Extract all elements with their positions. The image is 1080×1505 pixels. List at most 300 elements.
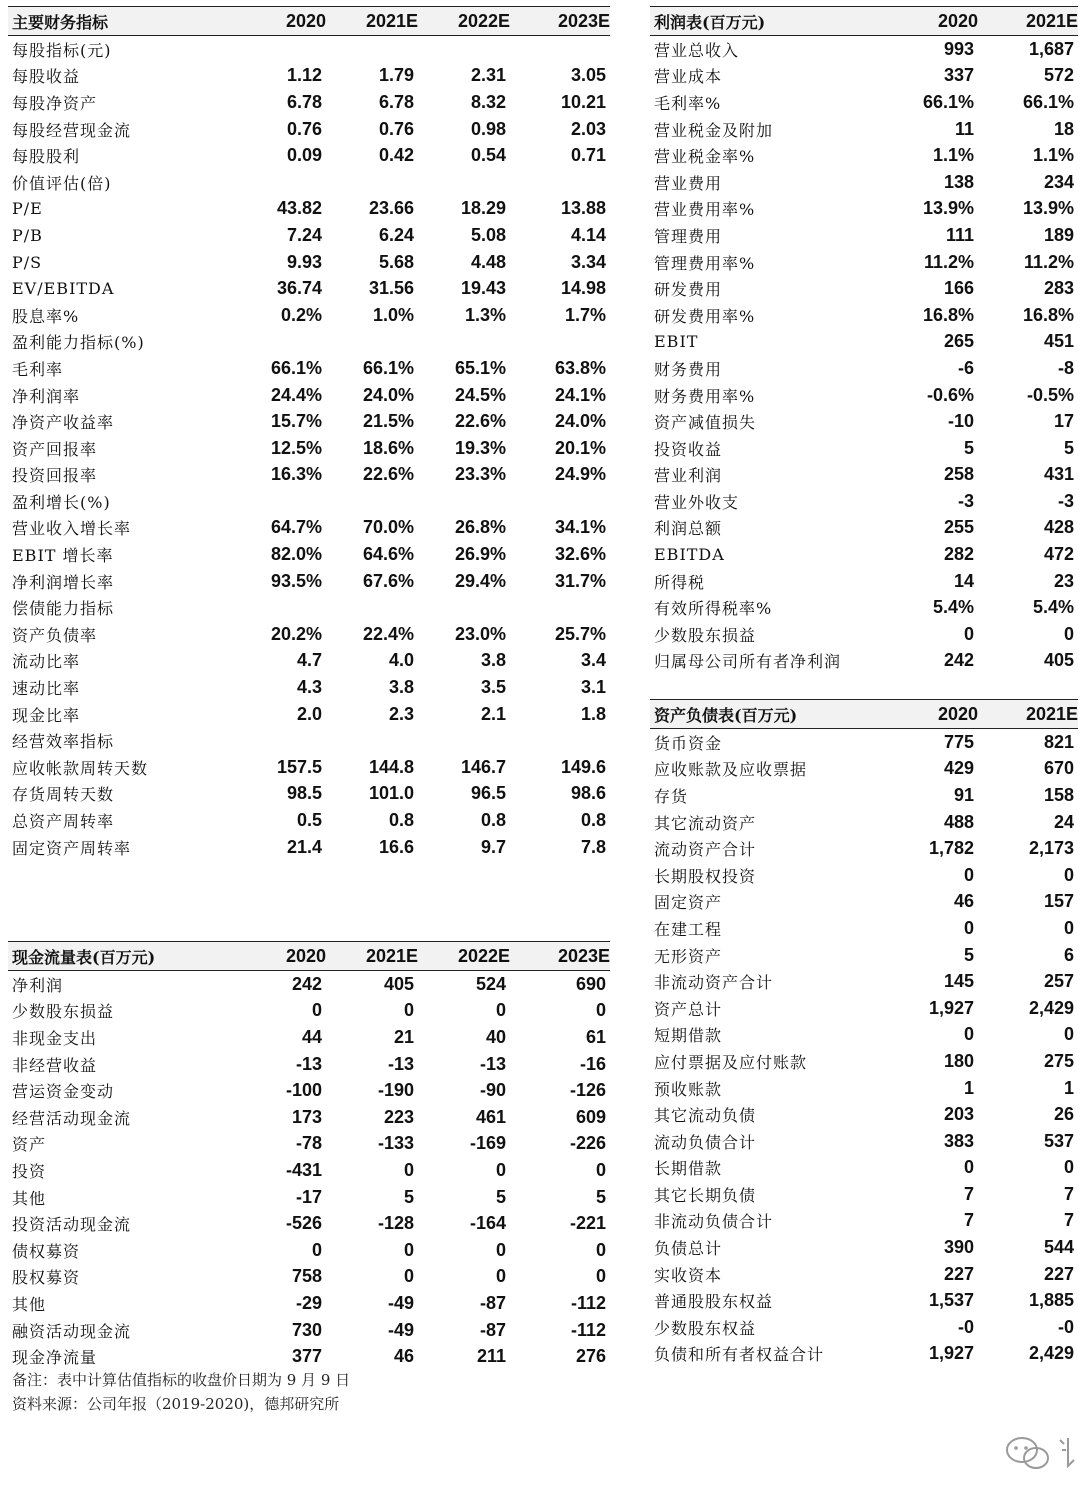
row-label: 营业税金及附加 bbox=[654, 120, 774, 140]
cell-value: 1 bbox=[963, 1077, 974, 1098]
row-label: 少数股东损益 bbox=[654, 625, 757, 645]
row-label: 速动比率 bbox=[12, 679, 81, 699]
cell-value: 1.8 bbox=[580, 703, 606, 724]
cell-value: 276 bbox=[575, 1346, 606, 1367]
row-label: 经营效率指标 bbox=[12, 732, 115, 752]
table-row bbox=[8, 1024, 610, 1051]
row-label: 偿债能力指标 bbox=[12, 599, 115, 619]
table-row bbox=[8, 781, 610, 808]
cell-value bbox=[326, 594, 418, 621]
cell-value: 0 bbox=[403, 1159, 414, 1180]
table-row bbox=[650, 1208, 1078, 1235]
table-row bbox=[8, 36, 610, 63]
cell-value: 0 bbox=[1063, 864, 1074, 885]
table-row bbox=[8, 648, 610, 675]
cell-value: 173 bbox=[291, 1106, 322, 1127]
cell-value: 43.82 bbox=[276, 198, 322, 219]
cell-value: -100 bbox=[285, 1080, 322, 1101]
table-row bbox=[650, 1101, 1078, 1128]
cell-value: 5.68 bbox=[378, 251, 414, 272]
table-title: 资产负债表(百万元) bbox=[654, 705, 798, 725]
row-label: 投资活动现金流 bbox=[12, 1215, 132, 1235]
row-label: 每股收益 bbox=[12, 67, 81, 87]
cell-value: -29 bbox=[295, 1292, 322, 1313]
row-label: 资产负债率 bbox=[12, 625, 98, 645]
cell-value bbox=[510, 169, 610, 196]
table-row bbox=[8, 727, 610, 754]
cell-value: 18 bbox=[1053, 118, 1074, 139]
row-label: 存货周转天数 bbox=[12, 785, 115, 805]
cell-value: 227 bbox=[1043, 1263, 1074, 1284]
cell-value: 40 bbox=[485, 1026, 506, 1047]
row-label: 资产回报率 bbox=[12, 439, 98, 459]
year-header: 2020 bbox=[285, 10, 326, 31]
table-row bbox=[8, 1264, 610, 1291]
row-label: 无形资产 bbox=[654, 946, 723, 966]
cell-value: 609 bbox=[575, 1106, 606, 1127]
cell-value: 24.9% bbox=[554, 464, 606, 485]
row-label: 资产减值损失 bbox=[654, 413, 757, 433]
row-label: 每股股利 bbox=[12, 147, 81, 167]
row-label: 投资 bbox=[12, 1161, 47, 1181]
cell-value: 775 bbox=[943, 731, 974, 752]
cell-value: 3.8 bbox=[388, 677, 414, 698]
cell-value bbox=[210, 488, 326, 515]
row-label: 存货 bbox=[654, 786, 689, 806]
table-row bbox=[650, 169, 1078, 196]
cell-value: 1,927 bbox=[928, 997, 974, 1018]
row-label: 应付票据及应付账款 bbox=[654, 1052, 808, 1072]
cell-value: 6.78 bbox=[378, 91, 414, 112]
cell-value: 9.93 bbox=[286, 251, 322, 272]
cell-value: 993 bbox=[943, 38, 974, 59]
cell-value: 0 bbox=[495, 1239, 506, 1260]
cell-value bbox=[326, 488, 418, 515]
cell-value: 1,687 bbox=[1028, 38, 1074, 59]
cell-value: 6.78 bbox=[286, 91, 322, 112]
table-row bbox=[650, 1048, 1078, 1075]
cell-value: 390 bbox=[943, 1237, 974, 1258]
row-label: 总资产周转率 bbox=[12, 812, 115, 832]
cell-value: 157.5 bbox=[276, 756, 322, 777]
cell-value: 6.24 bbox=[378, 224, 414, 245]
row-label: 净利润增长率 bbox=[12, 572, 115, 592]
row-label: 毛利率% bbox=[654, 93, 722, 113]
cell-value: 0.42 bbox=[378, 145, 414, 166]
table-header-row bbox=[8, 7, 610, 36]
cell-value: 0 bbox=[595, 1239, 606, 1260]
table-row bbox=[8, 594, 610, 621]
row-label: 固定资产 bbox=[654, 893, 723, 913]
row-label: 财务费用 bbox=[654, 359, 723, 379]
cell-value: 26.8% bbox=[454, 517, 506, 538]
cell-value: 93.5% bbox=[270, 570, 322, 591]
row-label: 现金净流量 bbox=[12, 1348, 98, 1368]
cell-value: 16.8% bbox=[1022, 304, 1074, 325]
row-label: 实收资本 bbox=[654, 1265, 723, 1285]
cell-value: 5.4% bbox=[1032, 597, 1074, 618]
cell-value: 145 bbox=[943, 971, 974, 992]
table-row bbox=[8, 674, 610, 701]
cell-value: -169 bbox=[469, 1133, 506, 1154]
table-row bbox=[650, 275, 1078, 302]
cell-value: 1.79 bbox=[378, 65, 414, 86]
table-row bbox=[650, 36, 1078, 63]
cell-value bbox=[326, 727, 418, 754]
cell-value: 537 bbox=[1043, 1130, 1074, 1151]
cell-value: 7 bbox=[963, 1210, 974, 1231]
cell-value: 20.1% bbox=[554, 437, 606, 458]
balance-sheet-table bbox=[650, 699, 1078, 1367]
cell-value: 14 bbox=[953, 570, 974, 591]
cell-value: 0 bbox=[595, 1000, 606, 1021]
cell-value: 4.14 bbox=[570, 224, 606, 245]
cell-value: 3.5 bbox=[480, 677, 506, 698]
table-row bbox=[650, 568, 1078, 595]
cell-value: 29.4% bbox=[454, 570, 506, 591]
cell-value: -431 bbox=[285, 1159, 322, 1180]
cell-value bbox=[418, 169, 510, 196]
table-row bbox=[8, 754, 610, 781]
row-label: 每股净资产 bbox=[12, 93, 98, 113]
cell-value: 11 bbox=[954, 118, 974, 139]
footnotes bbox=[12, 1368, 350, 1416]
table-row bbox=[650, 116, 1078, 143]
cell-value: 227 bbox=[943, 1263, 974, 1284]
income-statement-table bbox=[650, 6, 1078, 674]
row-label: 流动比率 bbox=[12, 652, 81, 672]
cell-value bbox=[210, 329, 326, 356]
row-label: 在建工程 bbox=[654, 919, 723, 939]
row-label: EBIT 增长率 bbox=[12, 546, 114, 566]
row-label: 投资收益 bbox=[654, 439, 723, 459]
cell-value: 70.0% bbox=[362, 517, 414, 538]
table-row bbox=[8, 89, 610, 116]
cell-value: 0 bbox=[403, 1239, 414, 1260]
cell-value: -3 bbox=[1057, 490, 1074, 511]
cell-value: 65.1% bbox=[454, 357, 506, 378]
cell-value: 3.05 bbox=[570, 65, 606, 86]
cell-value: 265 bbox=[943, 331, 974, 352]
row-label: 净利润 bbox=[12, 975, 64, 995]
table-row bbox=[8, 382, 610, 409]
row-label: 少数股东权益 bbox=[654, 1318, 757, 1338]
table-row bbox=[8, 568, 610, 595]
cell-value: 0 bbox=[403, 1000, 414, 1021]
cell-value: 428 bbox=[1043, 517, 1074, 538]
cell-value: 26 bbox=[1053, 1104, 1074, 1125]
cell-value bbox=[418, 727, 510, 754]
cell-value: 3.8 bbox=[480, 650, 506, 671]
year-header: 2020 bbox=[937, 10, 978, 31]
row-label: 有效所得税率% bbox=[654, 599, 773, 619]
cell-value: 730 bbox=[291, 1319, 322, 1340]
cell-value: -87 bbox=[479, 1292, 506, 1313]
cell-value: -112 bbox=[570, 1319, 606, 1340]
cell-value: 1,885 bbox=[1028, 1290, 1074, 1311]
cell-value: 0.76 bbox=[378, 118, 414, 139]
table-row bbox=[8, 462, 610, 489]
cell-value: 5 bbox=[963, 437, 974, 458]
table-row bbox=[8, 621, 610, 648]
cell-value: 91 bbox=[953, 784, 974, 805]
cell-value: 144.8 bbox=[368, 756, 414, 777]
cell-value: 821 bbox=[1043, 731, 1074, 752]
cell-value: 23.0% bbox=[454, 623, 506, 644]
cell-value: 10.21 bbox=[560, 91, 606, 112]
cell-value: 25.7% bbox=[554, 623, 606, 644]
table-row bbox=[650, 89, 1078, 116]
cell-value: 461 bbox=[475, 1106, 506, 1127]
cell-value: 18.29 bbox=[460, 198, 506, 219]
table-row bbox=[650, 488, 1078, 515]
cell-value: 275 bbox=[1043, 1050, 1074, 1071]
cell-value: 451 bbox=[1043, 331, 1074, 352]
cell-value: -112 bbox=[570, 1292, 606, 1313]
table-row bbox=[8, 541, 610, 568]
cell-value: -164 bbox=[469, 1213, 506, 1234]
cell-value: 11.2% bbox=[923, 251, 974, 272]
cell-value: 101.0 bbox=[368, 783, 414, 804]
cell-value: 18.6% bbox=[362, 437, 414, 458]
cell-value: 0 bbox=[403, 1266, 414, 1287]
cell-value: 2.31 bbox=[470, 65, 506, 86]
cell-value: 255 bbox=[943, 517, 974, 538]
table-row bbox=[650, 942, 1078, 969]
row-label: EV/EBITDA bbox=[12, 279, 115, 299]
cell-value: 20.2% bbox=[270, 623, 322, 644]
table-row bbox=[650, 302, 1078, 329]
table-title: 主要财务指标 bbox=[12, 12, 109, 32]
table-row bbox=[650, 915, 1078, 942]
table-header-row bbox=[8, 942, 610, 971]
cell-value bbox=[418, 36, 510, 63]
table-row bbox=[650, 835, 1078, 862]
cell-value: 282 bbox=[943, 544, 974, 565]
cell-value: 4.0 bbox=[388, 650, 414, 671]
cell-value: 63.8% bbox=[554, 357, 606, 378]
cell-value: 32.6% bbox=[554, 544, 606, 565]
row-label: 预收账款 bbox=[654, 1079, 723, 1099]
cell-value: 234 bbox=[1043, 171, 1074, 192]
cell-value: 544 bbox=[1043, 1237, 1074, 1258]
cell-value: 12.5% bbox=[270, 437, 322, 458]
cell-value: 23 bbox=[1053, 570, 1074, 591]
cell-value: -13 bbox=[479, 1053, 506, 1074]
row-label: 其他 bbox=[12, 1188, 47, 1208]
cell-value: -10 bbox=[947, 411, 974, 432]
table-title: 利润表(百万元) bbox=[654, 12, 766, 32]
cell-value: -0 bbox=[957, 1316, 974, 1337]
row-label: 营运资金变动 bbox=[12, 1082, 115, 1102]
table-row bbox=[8, 1051, 610, 1078]
row-label: 负债总计 bbox=[654, 1239, 723, 1259]
cell-value: 0 bbox=[963, 1157, 974, 1178]
cell-value: 383 bbox=[943, 1130, 974, 1151]
cell-value: 34.1% bbox=[554, 517, 606, 538]
table-row bbox=[650, 1341, 1078, 1368]
cell-value: 24.5% bbox=[454, 384, 506, 405]
cell-value: 0 bbox=[595, 1159, 606, 1180]
cell-value: 0 bbox=[495, 1159, 506, 1180]
row-label: 流动负债合计 bbox=[654, 1132, 757, 1152]
cell-value: 2.1 bbox=[480, 703, 506, 724]
cell-value: 66.1% bbox=[1022, 91, 1074, 112]
cell-value: -6 bbox=[957, 357, 974, 378]
table-row bbox=[650, 782, 1078, 809]
row-label: 营业外收支 bbox=[654, 492, 740, 512]
cell-value: 0 bbox=[495, 1266, 506, 1287]
row-label: 非流动负债合计 bbox=[654, 1212, 774, 1232]
cell-value: 0.8 bbox=[480, 810, 506, 831]
cell-value: 1,537 bbox=[928, 1290, 974, 1311]
table-row bbox=[650, 462, 1078, 489]
row-label: 融资活动现金流 bbox=[12, 1321, 132, 1341]
table-row bbox=[8, 116, 610, 143]
cell-value: 5 bbox=[495, 1186, 506, 1207]
table-row bbox=[650, 1314, 1078, 1341]
cell-value: 2.0 bbox=[296, 703, 322, 724]
row-label: 短期借款 bbox=[654, 1026, 723, 1046]
year-header: 2021E bbox=[365, 945, 418, 966]
cell-value: 21 bbox=[393, 1026, 414, 1047]
cell-value: -526 bbox=[285, 1213, 322, 1234]
cell-value: 21.5% bbox=[362, 411, 414, 432]
cell-value: 0.5 bbox=[296, 810, 322, 831]
table-row bbox=[650, 756, 1078, 783]
cell-value: 257 bbox=[1043, 971, 1074, 992]
row-label: 管理费用率% bbox=[654, 253, 756, 273]
table-header-row bbox=[650, 700, 1078, 729]
row-label: 非现金支出 bbox=[12, 1028, 98, 1048]
cell-value: -49 bbox=[387, 1319, 414, 1340]
table-row bbox=[650, 142, 1078, 169]
cell-value: 44 bbox=[301, 1026, 322, 1047]
cell-value: 2.3 bbox=[388, 703, 414, 724]
cell-value: 488 bbox=[943, 811, 974, 832]
table-row bbox=[8, 408, 610, 435]
cell-value: 8.32 bbox=[470, 91, 506, 112]
cell-value bbox=[510, 488, 610, 515]
cell-value: -16 bbox=[579, 1053, 606, 1074]
cell-value: 157 bbox=[1043, 891, 1074, 912]
table-row bbox=[650, 1128, 1078, 1155]
table-row bbox=[8, 302, 610, 329]
cell-value: 67.6% bbox=[362, 570, 414, 591]
cell-value: -0.5% bbox=[1026, 384, 1074, 405]
cell-value: 758 bbox=[291, 1266, 322, 1287]
cell-value: -13 bbox=[295, 1053, 322, 1074]
row-label: 经营活动现金流 bbox=[12, 1108, 132, 1128]
table-row bbox=[8, 1157, 610, 1184]
cell-value bbox=[210, 594, 326, 621]
cell-value: 0 bbox=[963, 864, 974, 885]
row-label: 营业利润 bbox=[654, 466, 723, 486]
table-row bbox=[8, 488, 610, 515]
cell-value: 19.43 bbox=[460, 278, 506, 299]
cell-value: -90 bbox=[479, 1080, 506, 1101]
cell-value bbox=[210, 169, 326, 196]
row-label: 财务费用率% bbox=[654, 386, 756, 406]
row-label: 股息率% bbox=[12, 306, 80, 326]
cell-value: 31.56 bbox=[368, 278, 414, 299]
cell-value: -13 bbox=[387, 1053, 414, 1074]
valuation-note: 备注：表中计算估值指标的收盘价日期为 9 月 9 日 bbox=[12, 1371, 351, 1389]
cell-value: -128 bbox=[377, 1213, 414, 1234]
cell-value: 572 bbox=[1043, 65, 1074, 86]
cell-value: 211 bbox=[476, 1346, 506, 1367]
cell-value: 66.1% bbox=[922, 91, 974, 112]
row-label: P/B bbox=[12, 225, 43, 245]
table-row bbox=[650, 408, 1078, 435]
row-label: 资产 bbox=[12, 1135, 47, 1155]
cell-value: 96.5 bbox=[470, 783, 506, 804]
row-label: 营业总收入 bbox=[654, 40, 740, 60]
table-row bbox=[650, 1287, 1078, 1314]
row-label: 盈利能力指标(%) bbox=[12, 333, 145, 353]
cell-value: 0.09 bbox=[286, 145, 322, 166]
cell-value: 180 bbox=[943, 1050, 974, 1071]
year-header: 2020 bbox=[937, 703, 978, 724]
cell-value: 0 bbox=[311, 1000, 322, 1021]
cell-value: 0 bbox=[1063, 1157, 1074, 1178]
row-label: 研发费用 bbox=[654, 280, 723, 300]
cell-value: 24.0% bbox=[554, 411, 606, 432]
cell-value: -8 bbox=[1057, 357, 1074, 378]
cell-value: 405 bbox=[383, 973, 414, 994]
table-row bbox=[650, 594, 1078, 621]
row-label: 营业收入增长率 bbox=[12, 519, 132, 539]
table-row bbox=[650, 1261, 1078, 1288]
table-row bbox=[8, 275, 610, 302]
cell-value bbox=[510, 727, 610, 754]
cell-value: 16.3% bbox=[270, 464, 322, 485]
cell-value: 337 bbox=[943, 65, 974, 86]
cell-value: 24.1% bbox=[554, 384, 606, 405]
table-row bbox=[8, 1104, 610, 1131]
cell-value: 5 bbox=[595, 1186, 606, 1207]
table-row bbox=[650, 995, 1078, 1022]
cell-value: 0 bbox=[311, 1239, 322, 1260]
cell-value bbox=[510, 329, 610, 356]
table-row bbox=[650, 1155, 1078, 1182]
year-header: 2022E bbox=[457, 10, 510, 31]
cell-value: 1.0% bbox=[372, 304, 414, 325]
row-label: 非经营收益 bbox=[12, 1055, 98, 1075]
cell-value: 7.24 bbox=[286, 224, 322, 245]
cell-value: 146.7 bbox=[460, 756, 506, 777]
cell-value: 0 bbox=[1063, 917, 1074, 938]
row-label: 归属母公司所有者净利润 bbox=[654, 652, 842, 672]
cell-value: 7.8 bbox=[580, 836, 606, 857]
cell-value: 472 bbox=[1043, 544, 1074, 565]
row-label: 毛利率 bbox=[12, 359, 64, 379]
cell-value bbox=[326, 36, 418, 63]
cell-value: 23.66 bbox=[368, 198, 414, 219]
table-row bbox=[8, 329, 610, 356]
cell-value: 5.08 bbox=[470, 224, 506, 245]
table-row bbox=[650, 729, 1078, 756]
table-row bbox=[8, 355, 610, 382]
row-label: 普通股股东权益 bbox=[654, 1292, 774, 1312]
cell-value: -3 bbox=[957, 490, 974, 511]
cell-value: -87 bbox=[479, 1319, 506, 1340]
table-row bbox=[650, 648, 1078, 675]
cell-value: 13.9% bbox=[922, 198, 974, 219]
cell-value: 46 bbox=[953, 891, 974, 912]
cell-value: 19.3% bbox=[454, 437, 506, 458]
cell-value: 431 bbox=[1043, 464, 1074, 485]
